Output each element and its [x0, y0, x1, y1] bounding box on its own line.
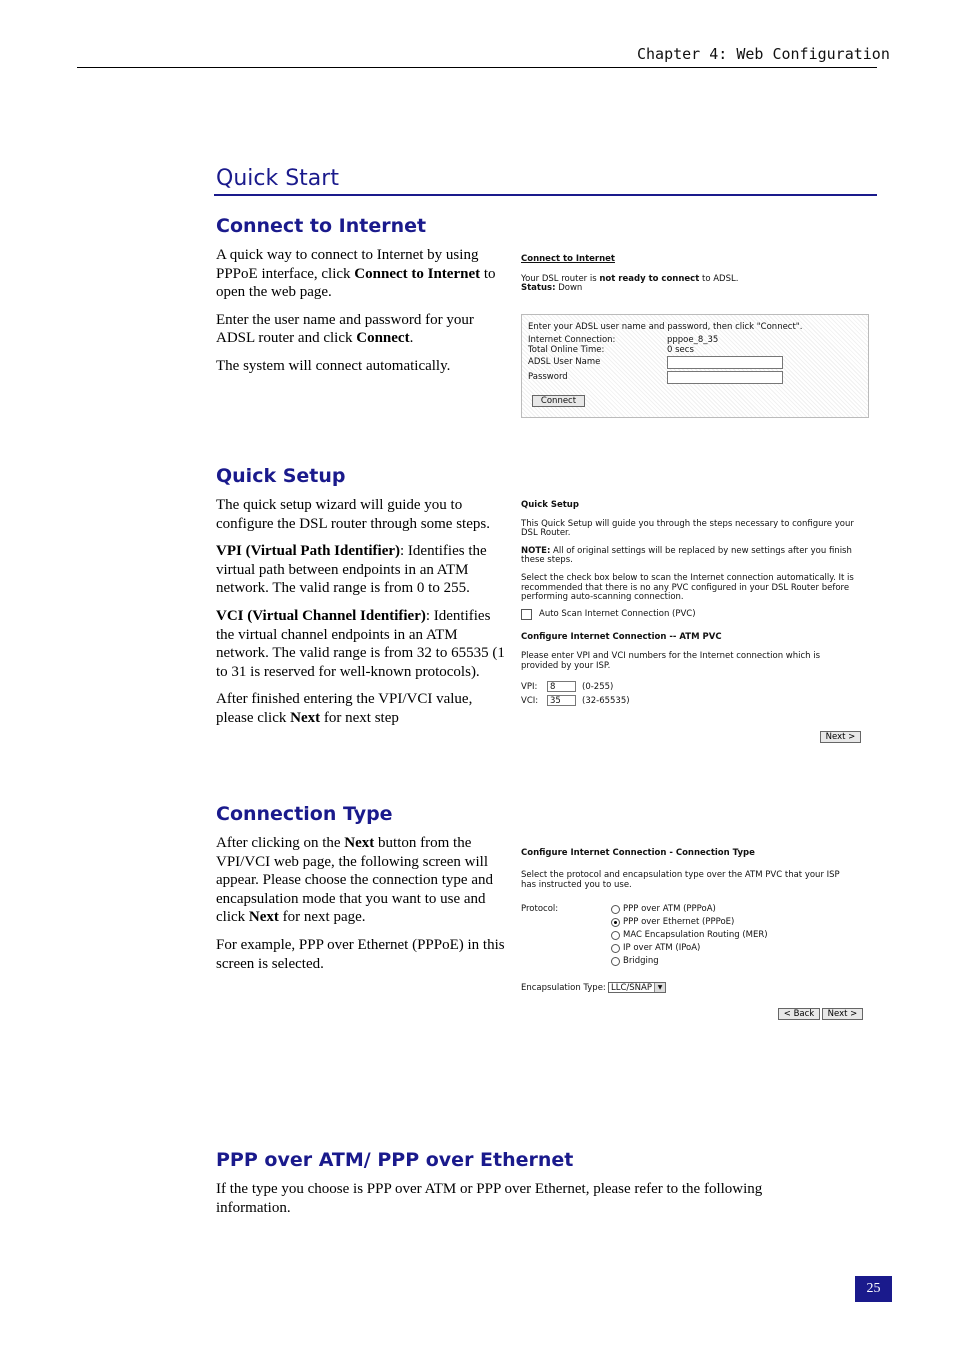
username-label: ADSL User Name: [528, 357, 601, 367]
conntype-title: Configure Internet Connection - Connection Type: [521, 848, 755, 858]
row-internet-connection-value: pppoe_8_35: [667, 335, 719, 345]
screenshot-status-value: Status: Down: [521, 283, 583, 294]
title-rule: [214, 194, 877, 196]
autoscan-label: Auto Scan Internet Connection (PVC): [539, 609, 696, 619]
connect-login-panel: [521, 314, 869, 418]
encap-label: Encapsulation Type:: [521, 983, 606, 993]
qs-intro: This Quick Setup will guide you through the steps necessary to configure your DSL Router.: [521, 518, 854, 539]
heading-ppp: PPP over ATM/ PPP over Ethernet: [216, 1149, 574, 1171]
encap-value: LLC/SNAP: [611, 983, 652, 993]
screenshot-connect-title: Connect to Internet: [521, 254, 615, 264]
screenshot-status-line: Your DSL router is not ready to connect to ADSL.: [521, 273, 739, 284]
qs-title: Quick Setup: [521, 500, 579, 510]
option-mer: MAC Encapsulation Routing (MER): [623, 930, 768, 940]
radio-bridging[interactable]: [611, 957, 620, 966]
atm-pvc-title: Configure Internet Connection -- ATM PVC: [521, 632, 722, 642]
login-instruction: Enter your ADSL user name and password, then click "Connect".: [528, 322, 803, 332]
vpi-label: VPI:: [521, 682, 538, 692]
quick-setup-screenshot: [521, 501, 857, 603]
vci-label: VCI:: [521, 696, 539, 706]
row-online-time-value: 0 secs: [667, 345, 694, 355]
qs-scan-info: Select the check box below to scan the Internet connection automatically. It is recommended that there is no any PVC configured in your DSL Router before performing auto-scanning connection.: [521, 572, 854, 603]
conntype-back-button[interactable]: < Back: [778, 1008, 820, 1020]
vpi-range: (0-255): [582, 682, 614, 692]
option-pppoa: PPP over ATM (PPPoA): [623, 904, 716, 914]
text-connection-type: After clicking on the Next button from the VPI/VCI web page, the following screen will appear. Please choose the connection type and encapsulation mode that you want to use and click Next for next page. For example, PPP over Ethernet (PPPoE) in this screen is selected.: [216, 835, 505, 972]
radio-mer[interactable]: [611, 931, 620, 940]
text-connect-to-internet: A quick way to connect to Internet by using PPPoE interface, click Connect to Internet to open the web page. Enter the user name and password for your ADSL router and click Connect. The system will connect automatically.: [216, 247, 496, 374]
protocol-label: Protocol:: [521, 904, 559, 914]
vci-input[interactable]: 35: [547, 695, 576, 706]
conntype-next-button[interactable]: Next >: [822, 1008, 863, 1020]
atm-pvc-info: Please enter VPI and VCI numbers for the Internet connection which is provided by your ISP.: [521, 651, 821, 671]
connect-screenshot-status: [521, 255, 867, 294]
username-input[interactable]: [667, 356, 783, 369]
heading-connect-to-internet: Connect to Internet: [216, 215, 427, 237]
heading-connection-type: Connection Type: [216, 803, 393, 825]
qs-next-button[interactable]: Next >: [820, 731, 861, 743]
page-title: Quick Start: [216, 166, 339, 191]
password-input[interactable]: [667, 371, 783, 384]
chevron-down-icon: ▼: [654, 983, 665, 992]
radio-pppoa[interactable]: [611, 905, 620, 914]
radio-ipoa[interactable]: [611, 944, 620, 953]
option-pppoe: PPP over Ethernet (PPPoE): [623, 917, 735, 927]
conntype-info: Select the protocol and encapsulation type over the ATM PVC that your ISP has instructed you to use.: [521, 870, 840, 890]
row-internet-connection-label: Internet Connection:: [528, 335, 616, 345]
text-ppp: If the type you choose is PPP over ATM or PPP over Ethernet, please refer to the following information.: [216, 1181, 763, 1216]
chapter-header: Chapter 4: Web Configuration: [637, 45, 890, 63]
heading-quick-setup: Quick Setup: [216, 465, 346, 487]
autoscan-checkbox[interactable]: [521, 609, 532, 620]
page-number: 25: [855, 1276, 892, 1302]
vpi-input[interactable]: 8: [547, 681, 576, 692]
option-bridging: Bridging: [623, 956, 659, 966]
row-online-time-label: Total Online Time:: [528, 345, 605, 355]
qs-note: NOTE: All of original settings will be replaced by new settings after you finish these steps.: [521, 545, 852, 566]
password-label: Password: [528, 372, 568, 382]
encap-select[interactable]: [608, 982, 666, 993]
option-ipoa: IP over ATM (IPoA): [623, 943, 701, 953]
connect-button[interactable]: Connect: [532, 395, 585, 407]
header-rule: [77, 67, 877, 68]
vci-range: (32-65535): [582, 696, 630, 706]
text-quick-setup: The quick setup wizard will guide you to configure the DSL router through some steps. VPI (Virtual Path Identifier): Identifies the virtual path between endpoints in an ATM network. The valid range is from 0 to 255. VCI (Virtual Channel Identifier): Identifies the virtual channel endpoints in an ATM network. The valid range is from 32 to 65535 (1 to 31 is reserved for well-known protocols). After finished entering the VPI/VCI value, please click Next for next step: [216, 497, 505, 726]
radio-pppoe[interactable]: [611, 918, 620, 927]
